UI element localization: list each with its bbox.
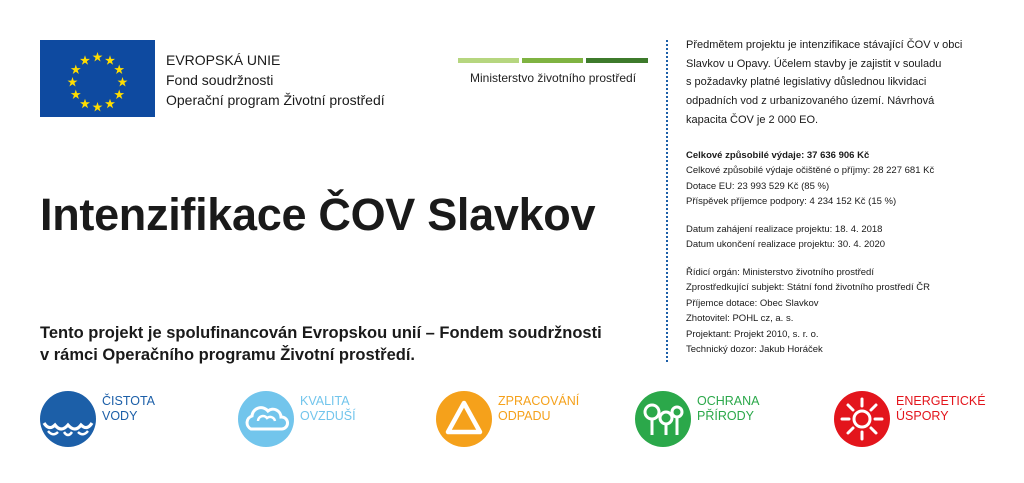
description-line: kapacita ČOV je 2 000 EO. <box>686 113 819 126</box>
star <box>118 77 128 87</box>
cofinance-line-2: v rámci Operačního programu Životní prostředí. <box>40 346 415 364</box>
axis-label-line: PŘÍRODY <box>697 409 754 423</box>
axis-label-line: ENERGETICKÉ <box>896 394 986 408</box>
cloud-icon <box>238 391 294 447</box>
star <box>71 90 81 100</box>
star <box>93 102 103 112</box>
ministry-name: Ministerstvo životního prostředí <box>470 71 637 85</box>
star <box>114 65 124 75</box>
star <box>71 65 81 75</box>
beneficiary-contribution: Příspěvek příjemce podpory: 4 234 152 Kč (15 %) <box>686 196 897 208</box>
eu-flag-logo <box>40 40 155 117</box>
cohesion-fund-label: Fond soudržnosti <box>166 72 274 88</box>
recycle-triangle-icon <box>436 391 492 447</box>
axis-label-line: OCHRANA <box>697 394 760 408</box>
dates-block <box>686 222 986 253</box>
vertical-divider <box>666 40 668 362</box>
sun-icon <box>834 391 890 447</box>
description-line: Slavkov u Opavy. Účelem stavby je zajistit v souladu <box>686 57 942 70</box>
star <box>68 77 78 87</box>
start-date: Datum zahájení realizace projektu: 18. 4. 2018 <box>686 223 883 235</box>
axis-energy-label <box>896 394 986 424</box>
axis-label-line: OVZDUŠÍ <box>300 409 356 423</box>
star <box>80 99 90 109</box>
contractor: Zhotovitel: POHL cz, a. s. <box>686 313 794 325</box>
star <box>93 52 103 62</box>
axis-label-line: VODY <box>102 409 138 423</box>
eu-grant: Dotace EU: 23 993 529 Kč (85 %) <box>686 180 830 192</box>
axis-label-line: ODPADU <box>498 409 551 423</box>
grant-recipient: Příjemce dotace: Obec Slavkov <box>686 297 819 309</box>
cost-block <box>686 148 986 210</box>
axis-label-line: ČISTOTA <box>102 394 156 408</box>
project-info-column <box>686 36 986 358</box>
eu-program-text <box>166 50 385 110</box>
managing-authority: Řídicí orgán: Ministerstvo životního prostředí <box>686 266 874 278</box>
project-title: Intenzifikace ČOV Slavkov <box>40 189 596 240</box>
trees-icon <box>635 391 691 447</box>
end-date: Datum ukončení realizace projektu: 30. 4. 2020 <box>686 239 886 251</box>
cofinance-statement <box>40 322 602 366</box>
axis-nature-label <box>697 394 760 424</box>
star <box>105 99 115 109</box>
water-drops-icon <box>40 391 96 447</box>
axis-label-line: KVALITA <box>300 394 350 408</box>
operational-program-label: Operační program Životní prostředí <box>166 92 385 108</box>
intermediate-body: Zprostředkující subjekt: Státní fond životního prostředí ČR <box>686 282 930 294</box>
eu-stars-icon <box>40 40 155 117</box>
axis-waste-label <box>498 394 579 424</box>
cofinance-line-1: Tento projekt je spolufinancován Evropskou unií – Fondem soudržnosti <box>40 324 602 342</box>
axis-label-line: ZPRACOVÁNÍ <box>498 394 580 408</box>
ministry-logo-bars <box>458 58 648 63</box>
description-line: odpadních vod z urbanizovaného území. Návrhová <box>686 95 935 108</box>
axis-air-label <box>300 394 356 424</box>
net-eligible-costs: Celkové způsobilé výdaje očištěné o příjmy: 28 227 681 Kč <box>686 165 935 177</box>
description-line: Předmětem projektu je intenzifikace stávající ČOV v obci <box>686 39 963 51</box>
star <box>80 55 90 65</box>
project-description <box>686 36 986 130</box>
technical-supervisor: Technický dozor: Jakub Horáček <box>686 344 823 356</box>
parties-block <box>686 265 986 358</box>
axis-water-label <box>102 394 155 424</box>
description-line: s požadavky platné legislativy důslednou likvidaci <box>686 76 927 89</box>
axis-label-line: ÚSPORY <box>896 409 949 423</box>
star <box>114 90 124 100</box>
eu-union-label: EVROPSKÁ UNIE <box>166 52 281 68</box>
total-eligible-costs: Celkové způsobilé výdaje: 37 636 906 Kč <box>686 149 870 161</box>
priority-axes-icons <box>0 389 1024 453</box>
star <box>105 55 115 65</box>
designer: Projektant: Projekt 2010, s. r. o. <box>686 328 819 340</box>
